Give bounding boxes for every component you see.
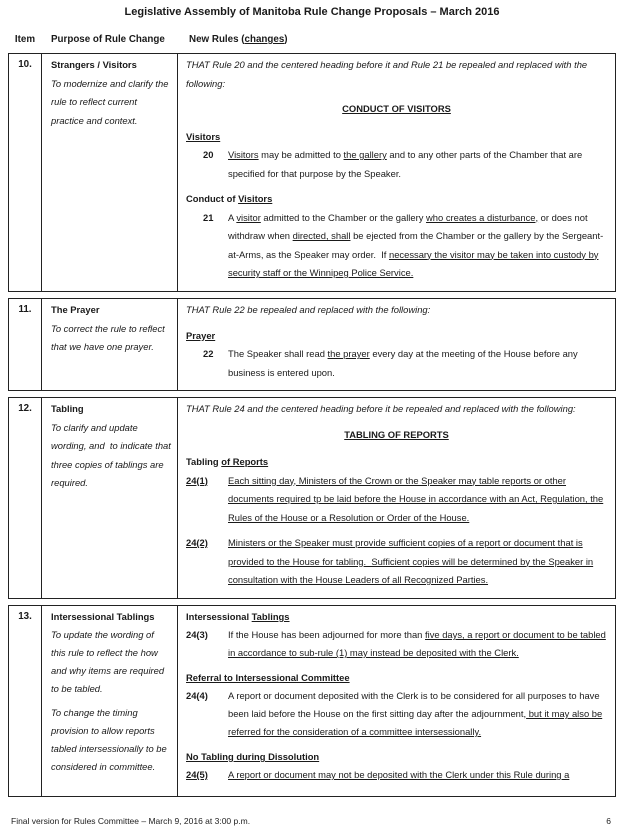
underlined-text: Prayer — [186, 329, 216, 341]
rule-text — [228, 766, 607, 784]
purpose-paragraph: To modernize and clarify the rule to reflect current practice and context. — [51, 77, 169, 126]
rule-text — [228, 209, 607, 283]
section-heading — [186, 190, 607, 209]
column-header-new-rules — [180, 33, 616, 47]
rule-text — [228, 146, 607, 183]
purpose-paragraph: To change the timing provision to allow reports tabled intersessionally to be considered in committee. — [51, 707, 167, 772]
rule-text — [228, 345, 607, 382]
purpose-paragraph: To update the wording of this rule to reflect the how and why items are required to be tabled. — [51, 629, 165, 694]
rule-text — [228, 626, 607, 662]
underlined-text: Visitors — [228, 149, 259, 160]
underlined-text: Visitors — [186, 130, 221, 142]
underlined-text: Visitors — [238, 193, 273, 204]
underlined-text: who creates a disturbance, — [426, 211, 539, 223]
centered-heading-text: TABLING OF REPORTS — [344, 428, 449, 440]
rule-number: 24(4) — [186, 690, 208, 701]
item-number-cell: 11. — [9, 299, 42, 390]
section-heading — [186, 128, 607, 147]
rule-entry — [186, 209, 607, 283]
table-row — [8, 605, 616, 797]
rule-entry — [186, 345, 607, 382]
rule-number: 24(5) — [186, 769, 208, 780]
table-row — [8, 397, 616, 599]
rules-table-body — [8, 53, 616, 797]
rule-text — [228, 472, 607, 528]
rule-entry — [186, 534, 607, 590]
amendment-intro-text: THAT Rule 22 be repealed and replaced with the following: — [186, 304, 431, 315]
table-row — [8, 53, 616, 292]
underlined-text: the gallery — [343, 149, 387, 160]
text-run: be ejected from the Chamber or the gallery by the Sergeant-at-Arms, as the Speaker may order. If — [228, 230, 604, 260]
page-number: 6 — [606, 816, 611, 826]
item-number-cell: 13. — [9, 606, 42, 796]
underlined-text: Tablings — [251, 611, 290, 622]
page-footer — [11, 816, 611, 826]
rule-number: 24(1) — [186, 474, 208, 486]
underlined-text: A report or document may not be deposited with the Clerk under this Rule during a — [228, 769, 570, 780]
rule-text — [228, 534, 607, 590]
column-header-purpose: Purpose of Rule Change — [51, 34, 165, 45]
centered-heading — [186, 100, 607, 119]
section-heading — [186, 327, 607, 346]
rules-cell — [178, 606, 615, 796]
text-run: If the House has been adjourned for more than — [228, 629, 426, 640]
item-number-cell: 10. — [9, 54, 42, 291]
amendment-intro-text: THAT Rule 20 and the centered heading before it and Rule 21 be repealed and replaced with the following: — [186, 59, 588, 89]
rules-cell — [178, 299, 615, 390]
rule-entry — [186, 146, 607, 183]
underlined-text: the prayer — [327, 348, 370, 359]
purpose-title: The Prayer — [51, 304, 100, 315]
underlined-text: Referral to Intersessional Committee — [186, 672, 350, 683]
purpose-cell — [42, 54, 178, 291]
section-heading — [186, 453, 607, 472]
rule-number: 20 — [203, 149, 214, 160]
amendment-intro-text: THAT Rule 24 and the centered heading before it be repealed and replaced with the following: — [186, 403, 576, 414]
section-heading — [186, 608, 607, 626]
column-header-item: Item — [14, 34, 36, 45]
text-run: Intersessional — [186, 611, 252, 622]
purpose-title: Intersessional Tablings — [51, 611, 155, 622]
text-run: The Speaker shall read — [228, 348, 328, 359]
text-run: or does not withdraw when — [228, 211, 588, 241]
centered-heading-text: CONDUCT OF VISITORS — [342, 103, 451, 114]
text-run: admitted to the Chamber or the gallery — [260, 211, 427, 223]
underlined-text: necessary the visitor may be taken into custody by security staff or the Winnipeg Police Service. — [228, 248, 599, 278]
text-run: New Rules ( — [189, 34, 245, 45]
rule-entry — [186, 766, 607, 784]
underlined-text: No Tabling during Dissolution — [186, 751, 320, 762]
page-title: Legislative Assembly of Manitoba Rule Change Proposals – March 2016 — [124, 6, 500, 18]
rule-entry — [186, 687, 607, 741]
rules-cell — [178, 54, 615, 291]
rules-cell — [178, 398, 615, 598]
section-heading — [186, 669, 607, 687]
footer-version-text: Final version for Rules Committee – March 9, 2016 at 3:00 p.m. — [11, 816, 251, 826]
underlined-text: of Reports — [221, 456, 269, 467]
underlined-text: Ministers or the Speaker must provide sufficient copies of a report or document that is provided to the House for tabling. Sufficient copies will be determined by the Speaker in consultation with the House Leaders of all Recognized Parties. — [228, 537, 594, 585]
rule-text — [228, 687, 607, 741]
rule-number: 24(2) — [186, 537, 208, 548]
section-heading — [186, 748, 607, 766]
rule-entry — [186, 626, 607, 662]
underlined-text: Each sitting day, Ministers of the Crown or the Speaker may table reports or other documents required tp be laid before the House in accordance with an Act, Regulation, the Rules of the House or a Resolution or Order of the House. — [228, 474, 604, 523]
centered-heading — [186, 426, 607, 445]
text-run: A — [228, 211, 237, 223]
text-run: may be admitted to — [258, 149, 344, 160]
underlined-text: visitor — [236, 211, 261, 223]
text-run: A report or document deposited with the Clerk is to be considered for all purposes to have been laid before the House on the first sitting day after the adjournment, — [228, 690, 600, 719]
text-run: ) — [284, 34, 288, 45]
table-header-row — [8, 33, 616, 47]
text-run: Conduct of — [186, 193, 239, 204]
underlined-text: directed, shall — [292, 230, 351, 241]
purpose-title: Tabling — [51, 403, 84, 414]
purpose-cell — [42, 398, 178, 598]
item-number-cell: 12. — [9, 398, 42, 598]
purpose-title: Strangers / Visitors — [51, 59, 137, 70]
purpose-cell — [42, 606, 178, 796]
purpose-cell — [42, 299, 178, 390]
rule-number: 22 — [203, 348, 214, 359]
purpose-paragraph: To clarify and update wording, and to indicate that three copies of tablings are required. — [51, 421, 171, 488]
rule-number: 21 — [203, 211, 214, 223]
text-run: and to any other parts of the Chamber that are specified for that purpose by the Speaker. — [228, 149, 583, 179]
text-run: Tabling — [186, 456, 222, 467]
underlined-text: but it may also be referred for the consideration of a committee intersessionally. — [228, 708, 603, 737]
rule-number: 24(3) — [186, 629, 208, 640]
underlined-text: five days, a report or document to be tabled in accordance to sub-rule (1) may instead be deposited with the Clerk. — [228, 629, 606, 658]
table-row — [8, 298, 616, 391]
rule-entry — [186, 472, 607, 528]
purpose-paragraph: To correct the rule to reflect that we have one prayer. — [51, 322, 165, 352]
text-run: every day at the meeting of the House before any business is entered upon. — [228, 348, 578, 378]
underlined-text: changes — [244, 34, 285, 45]
